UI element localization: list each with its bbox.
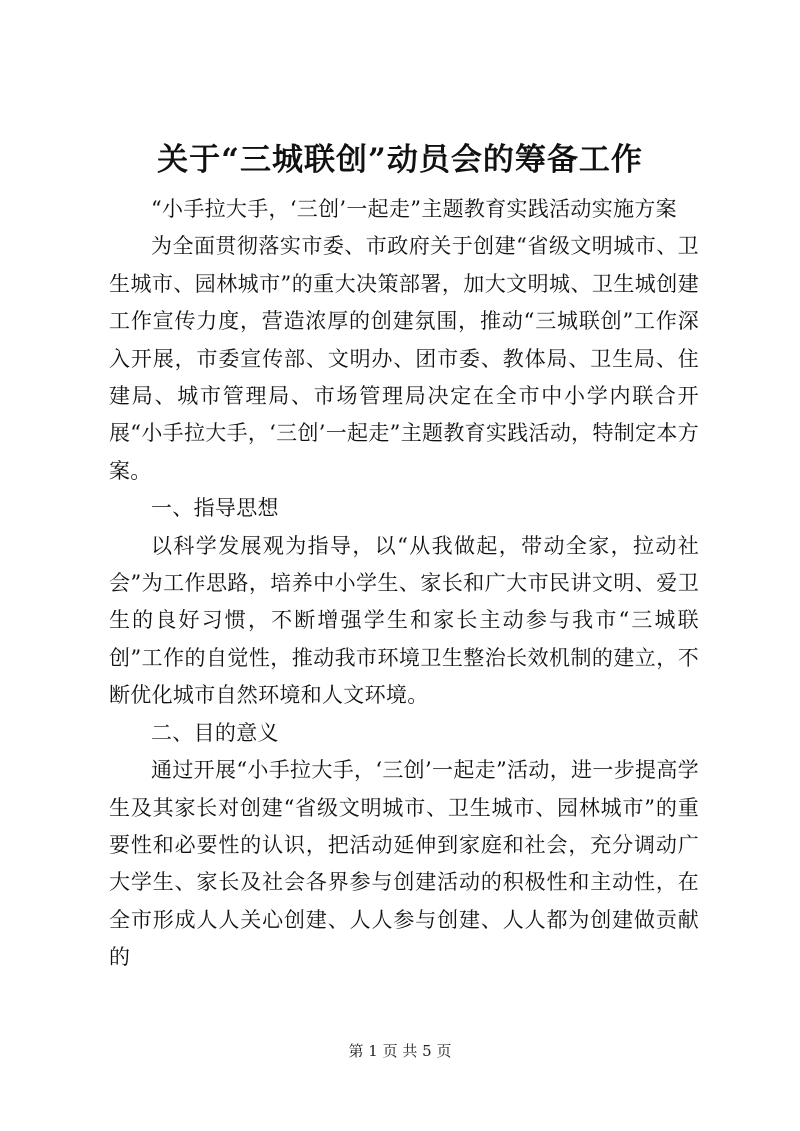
paragraph-subtitle: “小手拉大手，‘三创’一起走”主题教育实践活动实施方案	[151, 197, 677, 221]
page-number-footer: 第 1 页 共 5 页	[348, 1042, 452, 1060]
page-title: 关于“三城联创”动员会的筹备工作	[157, 142, 643, 178]
section-heading-purpose: 二、目的意义	[151, 720, 279, 745]
paragraph-intro: 为全面贯彻落实市委、市政府关于创建“省级文明城市、卫生城市、园林城市”的重大决策部署，加大文明城、卫生城创建工作宣传力度，营造浓厚的创建氛围，推动“三城联创”工作深入开展，市委宣传部、文明办、团市委、教体局、卫生局、住建局、城市管理局、市场管理局决定在全市中小学内联合开展“小手拉大手，‘三创’一起走”主题教育实践活动，特制定本方案。	[109, 234, 699, 483]
paragraph-guiding-thought: 以科学发展观为指导，以“从我做起，带动全家，拉动社会”为工作思路，培养中小学生、家长和广大市民讲文明、爱卫生的良好习惯，不断增强学生和家长主动参与我市“三城联创”工作的自觉性，推动我市环境卫生整治长效机制的建立，不断优化城市自然环境和人文环境。	[109, 533, 699, 708]
document-body	[109, 191, 699, 977]
paragraph-purpose: 通过开展“小手拉大手，‘三创’一起走”活动，进一步提高学生及其家长对创建“省级文明城市、卫生城市、园林城市”的重要性和必要性的认识，把活动延伸到家庭和社会，充分调动广大学生、家长及社会各界参与创建活动的积极性和主动性，在全市形成人人关心创建、人人参与创建、人人都为创建做贡献的	[109, 758, 699, 970]
section-heading-guiding-thought: 一、指导思想	[151, 496, 279, 521]
